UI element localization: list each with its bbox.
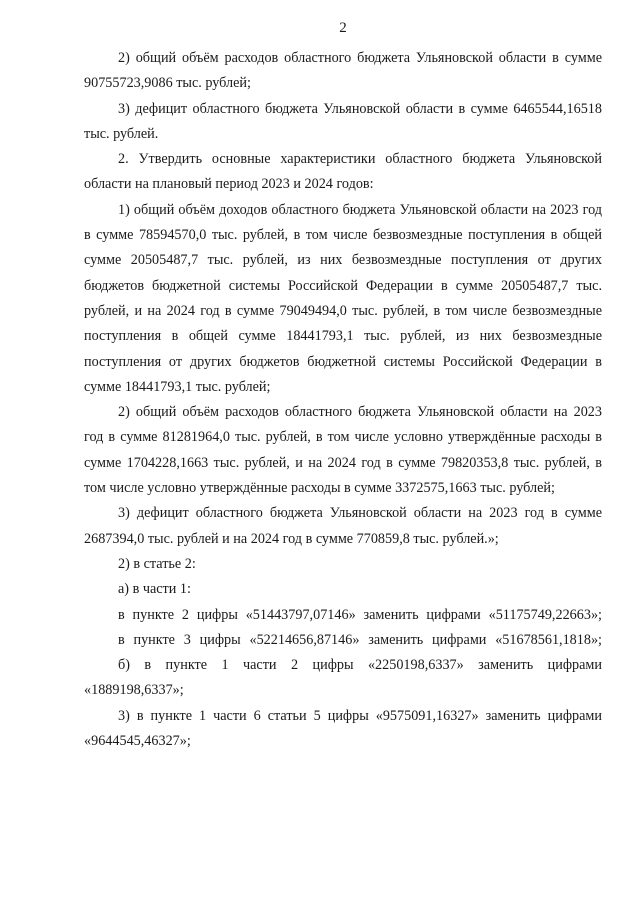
paragraph-revenues-2023-2024: 1) общий объём доходов областного бюджета Ульяновской области на 2023 год в сумме 78594570,0 тыс. рублей, в том числе безвозмездные поступления в общей сумме 20505487,7 тыс. рублей, из них безвозмездные поступления от других бюджетов бюджетной системы Российской Федерации в сумме 20505487,7 тыс. рублей, и на 2024 год в сумме 79049494,0 тыс. рублей, в том числе безвозмездные поступления в общей сумме 18441793,1 тыс. рублей, из них безвозмездные поступления от других бюджетов бюджетной системы Российской Федерации в сумме 18441793,1 тыс. рублей;: [84, 201, 602, 395]
paragraph-planning-period: 2. Утвердить основные характеристики областного бюджета Ульяновской области на плановый период 2023 и 2024 годов:: [84, 151, 602, 193]
paragraph-deficit-2023-2024: 3) дефицит областного бюджета Ульяновской области на 2023 год в сумме 2687394,0 тыс. рублей и на 2024 год в сумме 770859,8 тыс. рублей.»;: [84, 505, 602, 547]
paragraph-article-5: 3) в пункте 1 части 6 статьи 5 цифры «9575091,16327» заменить цифрами «9644545,46327»;: [84, 707, 602, 750]
paragraph-deficit-2022: 3) дефицит областного бюджета Ульяновской области в сумме 6465544,16518 тыс. рублей.: [84, 100, 602, 142]
paragraph-item-3: в пункте 3 цифры «52214656,87146» заменить цифрами «51678561,1818»;: [118, 631, 602, 648]
paragraph-expenses-2023-2024: 2) общий объём расходов областного бюджета Ульяновской области на 2023 год в сумме 81281964,0 тыс. рублей, в том числе условно утверждённые расходы в сумме 1704228,1663 тыс. рублей, и на 2024 год в сумме 79820353,8 тыс. рублей, в том числе условно утверждённые расходы в сумме 3372575,1663 тыс. рублей;: [84, 404, 602, 497]
paragraph-item-2: в пункте 2 цифры «51443797,07146» заменить цифрами «51175749,22663»;: [118, 606, 602, 623]
paragraph-part-2: б) в пункте 1 части 2 цифры «2250198,6337» заменить цифрами «1889198,6337»;: [84, 657, 602, 699]
paragraph-expenses-2022: 2) общий объём расходов областного бюджета Ульяновской области в сумме 90755723,9086 тыс. рублей;: [84, 50, 602, 92]
paragraph-article-2: 2) в статье 2:: [118, 555, 196, 572]
page-number: 2: [339, 20, 347, 36]
paragraph-part-1: а) в части 1:: [118, 581, 191, 598]
